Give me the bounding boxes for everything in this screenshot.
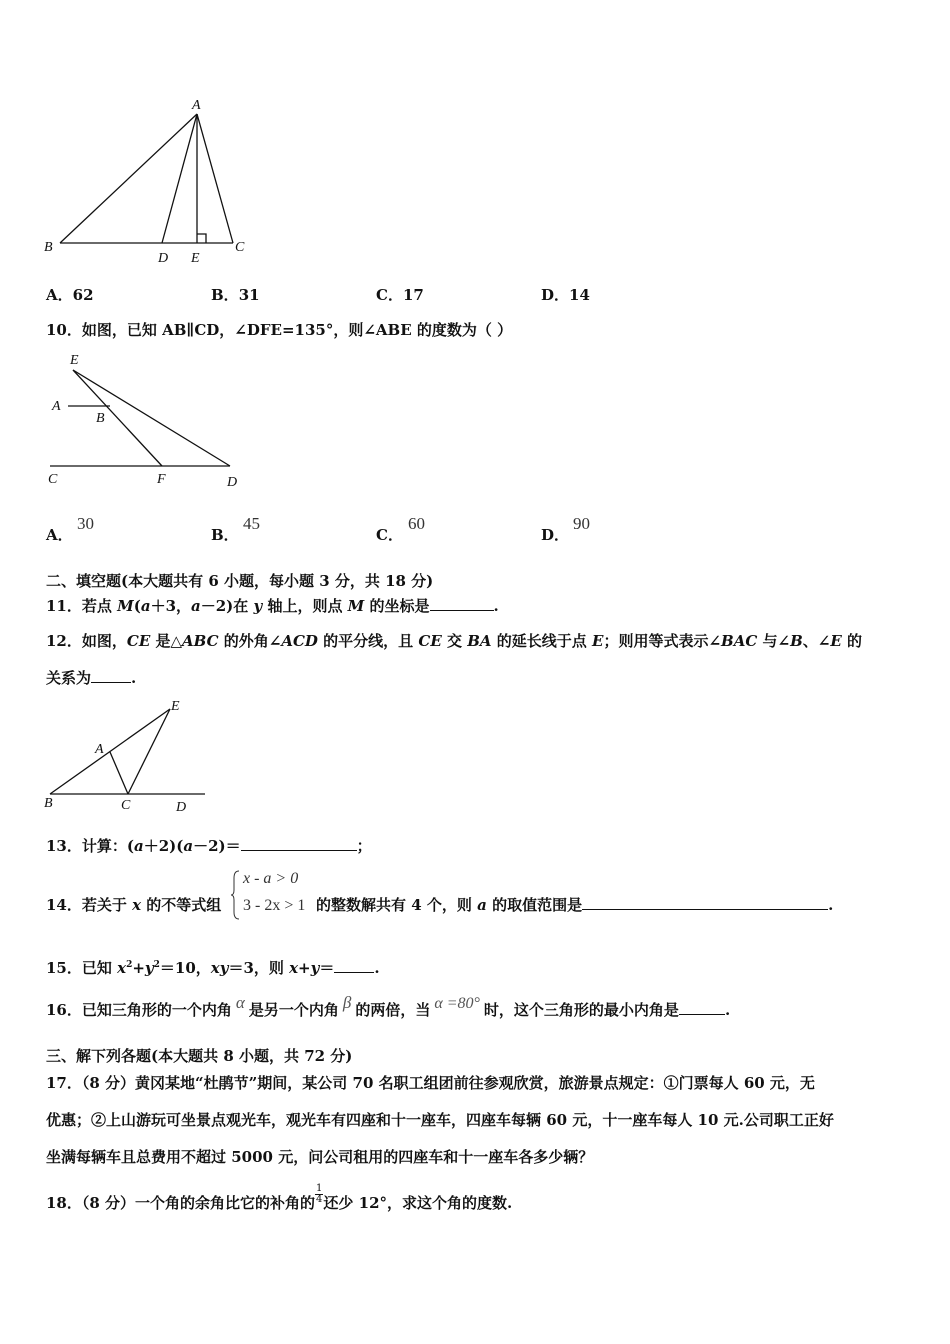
q9-option-b[interactable] [211,285,260,305]
label-C: C [48,472,58,487]
q9-figure [40,92,260,267]
q10-stem: 10．如图，已知 AB∥CD，∠DFE=135°，则∠ABE 的度数为（ ） [46,321,513,339]
label-D: D [158,251,169,266]
q10-option-a-value: 30 [77,514,94,533]
q9-option-c[interactable] [376,285,424,305]
label-A: A [95,742,104,757]
option-letter: A． [46,526,73,544]
q10-option-a[interactable] [46,525,73,545]
alpha-condition: α =80° [434,995,480,1012]
inequality-system [231,868,316,922]
segment-CE [128,709,170,794]
section-2-heading: 二、填空题(本大题共有 6 小题，每小题 3 分，共 18 分) [46,572,434,590]
label-B: B [44,240,53,255]
fraction: $\frac{1}{4}$ [316,1182,323,1205]
option-letter: C． [376,526,403,544]
answer-blank[interactable] [91,668,131,683]
label-A: A [52,399,61,414]
label-B: B [96,411,105,426]
beta-symbol: β [342,993,352,1012]
q13: 13．计算：(a＋2)(a－2)＝ ； [46,837,372,855]
option-letter: A． [46,286,73,304]
q10-option-b[interactable] [211,525,239,545]
q17-line1: 17．（8 分）黄冈某地“杜鹃节”期间，某公司 70 名职工组团前往参观欣赏，旅游景点规定：①门票每人 60 元，无 [46,1074,815,1092]
q10-option-d-value: 90 [573,514,590,533]
label-D: D [176,800,187,815]
answer-blank[interactable] [582,895,828,910]
q10-option-c-value: 60 [408,514,425,533]
brace [231,871,239,919]
segment-AD [162,114,197,243]
q14-suffix: 的整数解共有 4 个，则 a 的取值范围是 . [316,896,834,914]
inequality-1: x - a > 0 [243,870,299,887]
segment-AB [60,114,197,243]
q17-line3: 坐满每辆车且总费用不超过 5000 元，问公司租用的四座车和十一座车各多少辆？ [46,1148,594,1166]
segment-BE [50,709,170,794]
q17-line2: 优惠；②上山游玩可坐景点观光车，观光车有四座和十一座车，四座车每辆 60 元，十一座车每人 10 元.公司职工正好 [46,1111,834,1129]
segment-AC [197,114,233,243]
answer-blank[interactable] [430,596,494,611]
right-angle-mark [197,234,206,243]
label-A: A [192,98,201,113]
q12-line2: 关系为 . [46,669,137,687]
option-letter: D． [541,286,570,304]
q9-option-a[interactable] [46,285,94,305]
option-letter: B． [211,286,239,304]
q14-prefix: 14．若关于 x 的不等式组 [46,896,222,914]
label-D: D [227,475,238,490]
inequality-2: 3 - 2x > 1 [243,897,306,914]
label-F: F [157,472,166,487]
q10-option-b-value: 45 [243,514,260,533]
option-value: 17 [402,286,424,304]
option-value: 14 [569,286,590,304]
answer-blank[interactable] [679,1000,725,1015]
q10-option-d[interactable] [541,525,569,545]
label-C: C [235,240,245,255]
segment-AC [110,752,128,794]
label-E: E [171,699,180,714]
option-letter: C． [376,286,403,304]
q16: 16．已知三角形的一个内角 α 是另一个内角 β 的两倍，当 α =80° 时，这个三角形的最小内角是 . [46,993,731,1019]
label-C: C [121,798,131,813]
answer-blank[interactable] [241,836,357,851]
label-E: E [70,353,79,368]
q12-line1: 12．如图，CE 是△ABC 的外角∠ACD 的平分线，且 CE 交 BA 的延长线于点 E；则用等式表示∠BAC 与∠B、∠E 的 [46,632,863,650]
label-B: B [44,796,53,811]
label-E: E [191,251,200,266]
q18: 18．（8 分）一个角的余角比它的补角的 $\frac{1}{4}$ 还少 12°，求这个角的度数. [46,1182,513,1212]
option-value: 31 [238,286,260,304]
option-letter: B． [211,526,239,544]
q10-figure [40,348,250,493]
q9-option-d[interactable] [541,285,590,305]
q12-figure [40,695,215,820]
alpha-symbol: α [235,993,245,1012]
q15: 15．已知 $x^2+y^2=10$，xy＝3，则 x+y＝ . [46,959,380,977]
q10-option-c[interactable] [376,525,403,545]
answer-blank[interactable] [334,958,374,973]
q11: 11．若点 M(a＋3，a－2)在 y 轴上，则点 M 的坐标是 . [46,597,499,615]
option-value: 62 [72,286,94,304]
segment-EF [73,370,162,466]
section-3-heading: 三、解下列各题(本大题共 8 小题，共 72 分) [46,1047,353,1065]
option-letter: D． [541,526,570,544]
